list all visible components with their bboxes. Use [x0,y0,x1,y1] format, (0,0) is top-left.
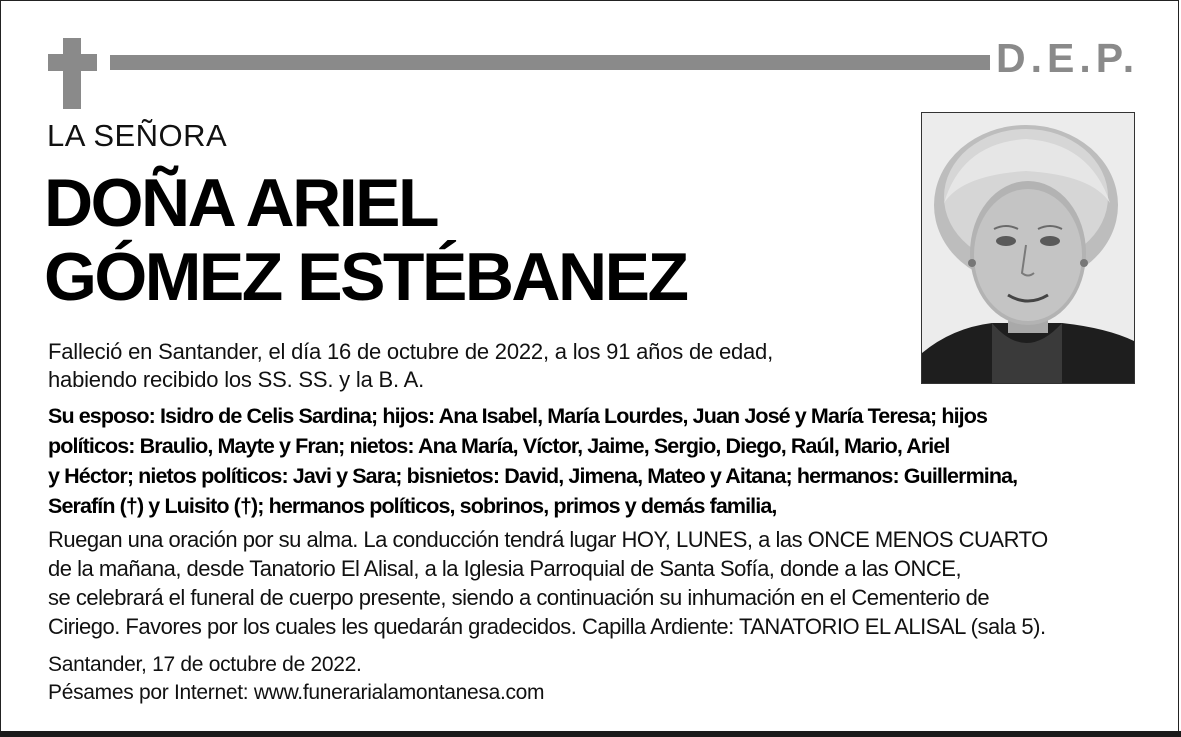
funeral-details-line: Ruegan una oración por su alma. La conducción tendrá lugar HOY, LUNES, a las ONCE MENOS CUARTO [48,527,1048,552]
portrait-photo [921,112,1135,384]
family-line: Serafín (†) y Luisito (†); hermanos políticos, sobrinos, primos y demás familia, [48,494,777,518]
dep-label: D.E.P. [996,35,1140,81]
cross-icon-arm [48,54,97,71]
funeral-details-line: de la mañana, desde Tanatorio El Alisal, a la Iglesia Parroquial de Santa Sofía, donde a las ONCE, [48,556,962,581]
closing [48,651,948,707]
death-notice-line: Falleció en Santander, el día 16 de octubre de 2022, a los 91 años de edad, [48,339,773,364]
death-notice [48,338,908,394]
funeral-details [48,525,1158,641]
deceased-title: LA SEÑORA [47,118,228,153]
condolences-link-text: Pésames por Internet: www.funerarialamontanesa.com [48,681,545,704]
family-line: y Héctor; nietos políticos: Javi y Sara; bisnietos: David, Jimena, Mateo y Aitana; hermanos: Guillermina, [48,464,1018,488]
funeral-details-line: Ciriego. Favores por los cuales les quedarán gradecidos. Capilla Ardiente: TANATORIO EL ALISAL (sala 5). [48,614,1046,639]
family-list [48,401,1148,521]
deceased-name-line: GÓMEZ ESTÉBANEZ [44,239,687,315]
deceased-name-line: DOÑA ARIEL [44,165,438,241]
family-line: políticos: Braulio, Mayte y Fran; nietos: Ana María, Víctor, Jaime, Sergio, Diego, Raúl, Mario, Ariel [48,434,950,458]
deceased-name [44,166,687,314]
funeral-details-line: se celebrará el funeral de cuerpo presente, siendo a continuación su inhumación en el Cementerio de [48,585,990,610]
footer-rule [0,731,1181,737]
cross-icon [63,38,81,109]
portrait-image [922,113,1134,383]
death-notice-line: habiendo recibido los SS. SS. y la B. A. [48,367,425,392]
header-rule [110,55,990,70]
family-line: Su esposo: Isidro de Celis Sardina; hijos: Ana Isabel, María Lourdes, Juan José y María Teresa; hijos [48,404,988,428]
place-date: Santander, 17 de octubre de 2022. [48,653,362,676]
